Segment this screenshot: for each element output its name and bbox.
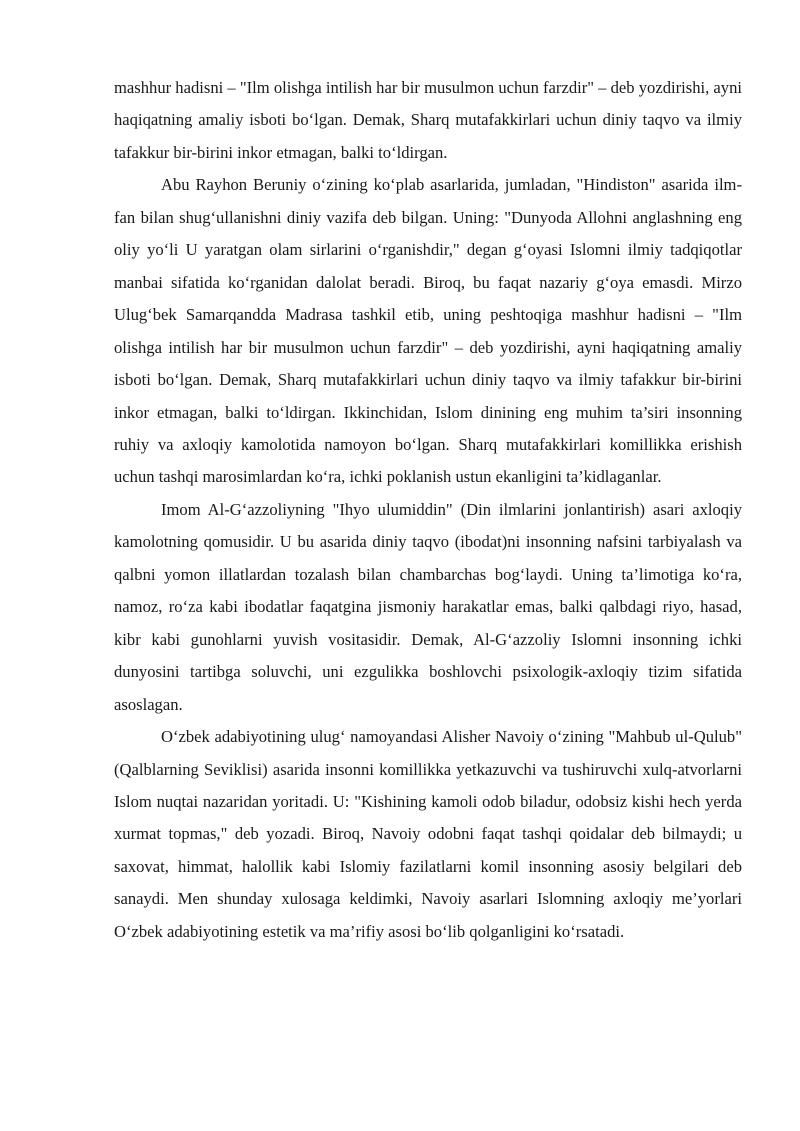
paragraph-gazzoliy: Imom Al-G‘azzoliyning "Ihyo ulumiddin" (Din ilmlarini jonlantirish) asari axloqiy kamolotning qomusidir. U bu asarida diniy taqvo (ibodat)ni insonning nafsini tarbiyalash va qalbni yomon illatlardan tozalash bilan chambarchas bog‘laydi. Uning ta’limotiga ko‘ra, namoz, ro‘za kabi ibodatlar faqatgina jismoniy harakatlar emas, balki qalbdagi riyo, hasad, kibr kabi gunohlarni yuvish vositasidir. Demak, Al-G‘azzoliy Islomni insonning ichki dunyosini tartibga soluvchi, uni ezgulikka boshlovchi psixologik-axloqiy tizim sifatida asoslagan. [114,499,742,714]
paragraph-navoiy: O‘zbek adabiyotining ulug‘ namoyandasi Alisher Navoiy o‘zining "Mahbub ul-Qulub" (Qalblarning Seviklisi) asarida insonni komillikka yetkazuvchi va tushiruvchi xulq-atvorlarni Islom nuqtai nazaridan yoritadi. U: "Kishining kamoli odob biladur, odobsiz kishi hech yerda xurmat topmas," deb yozadi. Biroq, Navoiy odobni faqat tashqi qoidalar deb bilmaydi; u saxovat, himmat, halollik kabi Islomiy fazilatlarni komil insonning asosiy belgilari deb sanaydi. Men shunday xulosaga keldimki, Navoiy asarlari Islomning axloqiy me’yorlari O‘zbek adabiyotining estetik va ma’rifiy asosi bo‘lib qolganligini ko‘rsatadi. [114,727,742,941]
paragraph-beruniy: Abu Rayhon Beruniy o‘zining ko‘plab asarlarida, jumladan, "Hindiston" asarida ilm-fan bilan shug‘ullanishni diniy vazifa deb bilgan. Uning: "Dunyoda Allohni anglashning eng oliy yo‘li U yaratgan olam sirlarini o‘rganishdir," degan g‘oyasi Islomni ilmiy tadqiqotlar manbai sifatida ko‘rganidan dalolat beradi. Biroq, bu faqat nazariy g‘oya emasdi. Mirzo Ulug‘bek Samarqandda Madrasa tashkil etib, uning peshtoqiga mashhur hadisni – "Ilm olishga intilish har bir musulmon uchun farzdir" – deb yozdirishi, ayni haqiqatning amaliy isboti bo‘lgan. Demak, Sharq mutafakkirlari uchun diniy taqvo va ilmiy tafakkur bir-birini inkor etmagan, balki to‘ldirgan. Ikkinchidan, Islom dinining eng muhim ta’siri insonning ruhiy va axloqiy kamolotida namoyon bo‘lgan. Sharq mutafakkirlari komillikka erishish uchun tashqi marosimlardan ko‘ra, ichki poklanish ustun ekanligini ta’kidlaganlar. [114,175,742,487]
document-page [114,72,742,948]
paragraph-continuation: mashhur hadisni – "Ilm olishga intilish har bir musulmon uchun farzdir" – deb yozdirishi, ayni haqiqatning amaliy isboti bo‘lgan. Demak, Sharq mutafakkirlari uchun diniy taqvo va ilmiy tafakkur bir-birini inkor etmagan, balki to‘ldirgan. [114,78,742,162]
